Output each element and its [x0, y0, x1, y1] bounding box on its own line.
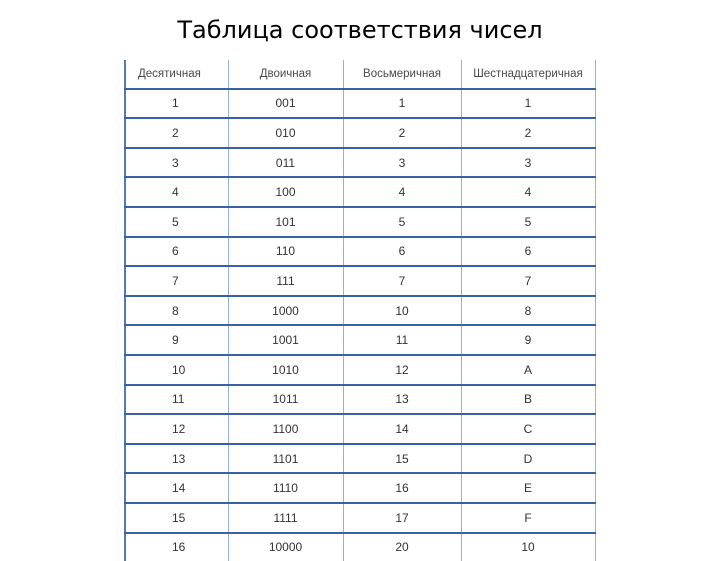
cell-binary: 110	[228, 237, 343, 267]
cell-decimal: 13	[125, 444, 228, 474]
cell-octal: 15	[343, 444, 461, 474]
column-header-decimal: Десятичная	[125, 60, 228, 89]
table-body	[125, 89, 595, 561]
table-row	[125, 148, 595, 178]
cell-hexadecimal: 7	[461, 266, 595, 296]
cell-binary: 10000	[228, 533, 343, 561]
cell-binary: 1100	[228, 414, 343, 444]
cell-hexadecimal: E	[461, 473, 595, 503]
cell-decimal: 7	[125, 266, 228, 296]
cell-octal: 14	[343, 414, 461, 444]
cell-octal: 10	[343, 296, 461, 326]
cell-hexadecimal: B	[461, 385, 595, 415]
cell-hexadecimal: D	[461, 444, 595, 474]
table-row	[125, 325, 595, 355]
cell-decimal: 11	[125, 385, 228, 415]
table-row	[125, 355, 595, 385]
cell-hexadecimal: 6	[461, 237, 595, 267]
cell-decimal: 8	[125, 296, 228, 326]
table-row	[125, 444, 595, 474]
cell-octal: 17	[343, 503, 461, 533]
cell-hexadecimal: 5	[461, 207, 595, 237]
cell-octal: 4	[343, 177, 461, 207]
cell-binary: 1001	[228, 325, 343, 355]
cell-octal: 20	[343, 533, 461, 561]
cell-decimal: 16	[125, 533, 228, 561]
cell-binary: 001	[228, 89, 343, 119]
cell-binary: 1010	[228, 355, 343, 385]
cell-binary: 011	[228, 148, 343, 178]
cell-binary: 1000	[228, 296, 343, 326]
table-row	[125, 177, 595, 207]
table-row	[125, 296, 595, 326]
cell-hexadecimal: C	[461, 414, 595, 444]
cell-binary: 1110	[228, 473, 343, 503]
table-row	[125, 237, 595, 267]
number-correspondence-table	[124, 60, 596, 561]
cell-binary: 010	[228, 118, 343, 148]
table-row	[125, 89, 595, 119]
table-row	[125, 207, 595, 237]
cell-binary: 1111	[228, 503, 343, 533]
cell-octal: 11	[343, 325, 461, 355]
cell-decimal: 10	[125, 355, 228, 385]
cell-binary: 1101	[228, 444, 343, 474]
table-row	[125, 414, 595, 444]
cell-decimal: 4	[125, 177, 228, 207]
cell-octal: 3	[343, 148, 461, 178]
cell-decimal: 2	[125, 118, 228, 148]
cell-hexadecimal: A	[461, 355, 595, 385]
column-header-hexadecimal: Шестнадцатеричная	[461, 60, 595, 89]
table-row	[125, 503, 595, 533]
table-row	[125, 266, 595, 296]
cell-hexadecimal: F	[461, 503, 595, 533]
column-header-octal: Восьмеричная	[343, 60, 461, 89]
table-row	[125, 385, 595, 415]
cell-octal: 5	[343, 207, 461, 237]
cell-decimal: 5	[125, 207, 228, 237]
cell-decimal: 1	[125, 89, 228, 119]
table-row	[125, 118, 595, 148]
cell-decimal: 12	[125, 414, 228, 444]
cell-hexadecimal: 1	[461, 89, 595, 119]
cell-hexadecimal: 10	[461, 533, 595, 561]
cell-octal: 7	[343, 266, 461, 296]
cell-hexadecimal: 9	[461, 325, 595, 355]
table-header-row	[125, 60, 595, 89]
cell-octal: 13	[343, 385, 461, 415]
cell-decimal: 9	[125, 325, 228, 355]
cell-binary: 1011	[228, 385, 343, 415]
cell-octal: 6	[343, 237, 461, 267]
cell-decimal: 6	[125, 237, 228, 267]
cell-binary: 100	[228, 177, 343, 207]
column-header-binary: Двоичная	[228, 60, 343, 89]
cell-octal: 12	[343, 355, 461, 385]
cell-octal: 16	[343, 473, 461, 503]
cell-octal: 1	[343, 89, 461, 119]
cell-binary: 111	[228, 266, 343, 296]
table-row	[125, 533, 595, 561]
slide-title: Таблица соответствия чисел	[0, 16, 720, 44]
cell-hexadecimal: 3	[461, 148, 595, 178]
table-row	[125, 473, 595, 503]
cell-binary: 101	[228, 207, 343, 237]
cell-hexadecimal: 4	[461, 177, 595, 207]
number-correspondence-table-container	[124, 60, 594, 561]
cell-octal: 2	[343, 118, 461, 148]
cell-decimal: 14	[125, 473, 228, 503]
cell-hexadecimal: 2	[461, 118, 595, 148]
cell-decimal: 3	[125, 148, 228, 178]
cell-decimal: 15	[125, 503, 228, 533]
cell-hexadecimal: 8	[461, 296, 595, 326]
